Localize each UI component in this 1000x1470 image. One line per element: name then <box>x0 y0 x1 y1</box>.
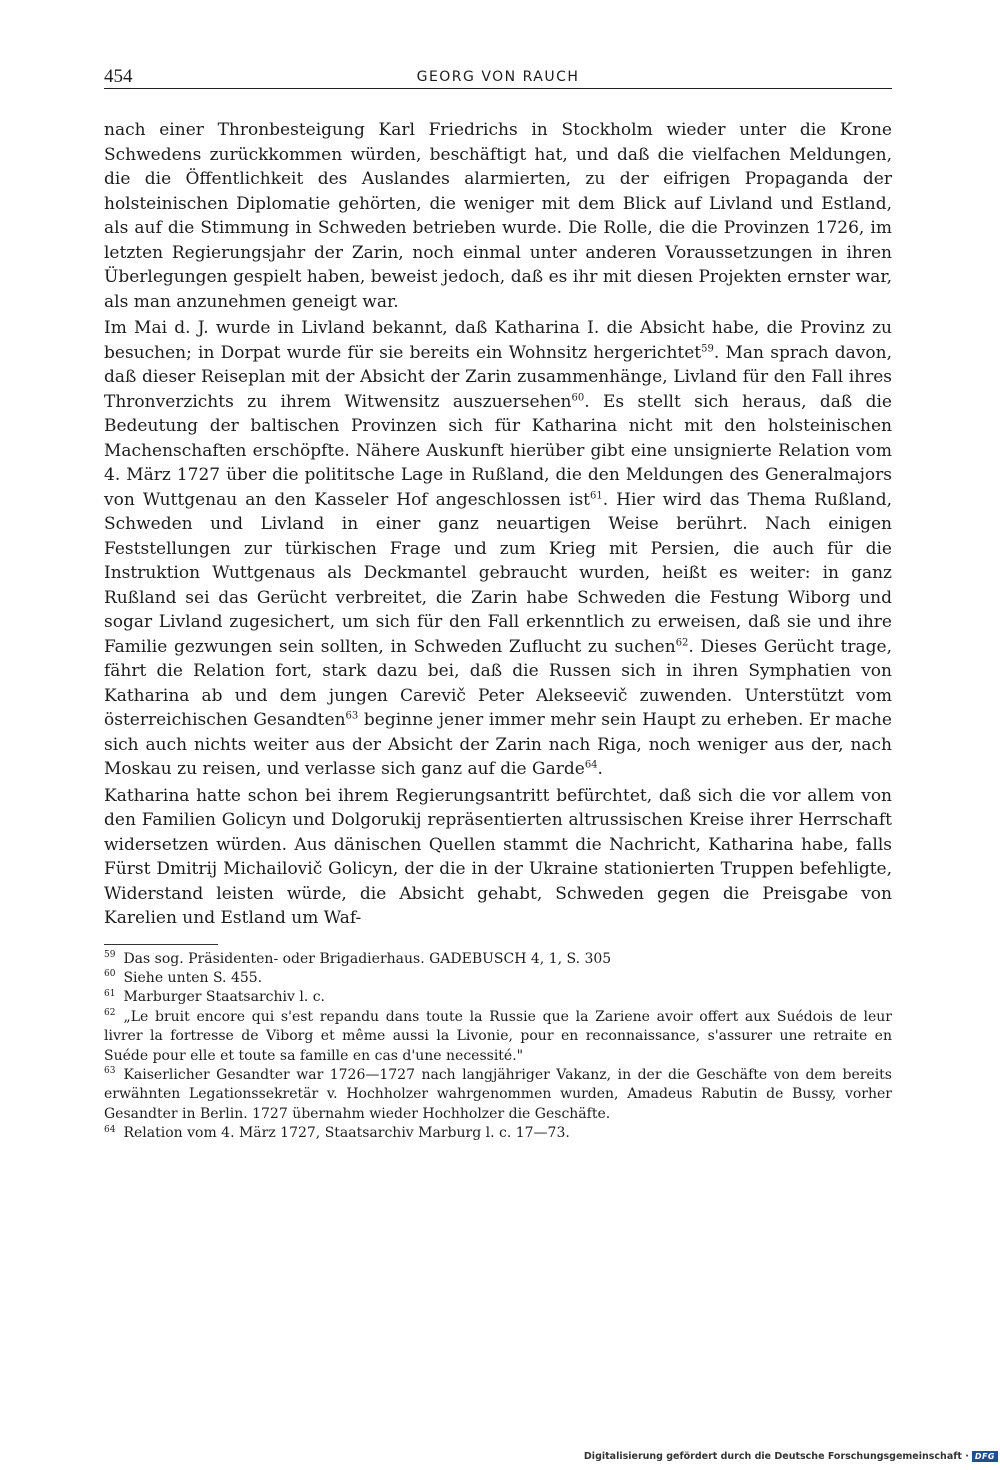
footnote-divider <box>104 944 218 945</box>
footnote-text: Relation vom 4. März 1727, Staatsarchiv Marburg l. c. 17—73. <box>123 1125 570 1142</box>
footnote-text: Kaiserlicher Gesandter war 1726—1727 nach langjähriger Vakanz, in der die Geschäfte von dem bereits erwähnten Legationssekretär v. Hochholzer wahrgenommen wurden, Amadeus Rabutin de Bussy, vorher Gesandter in Berlin. 1727 übernahm wieder Hochholzer die Geschäfte. <box>104 1066 892 1122</box>
footnote-number: 61 <box>104 988 116 999</box>
footnote <box>104 1008 892 1066</box>
page-number: 454 <box>104 66 133 87</box>
document-page <box>104 66 892 1144</box>
footnote-number: 59 <box>104 949 116 960</box>
text-segment: Im Mai d. J. wurde in Livland bekannt, daß Katharina I. die Absicht habe, die Provinz zu besuchen; in Dorpat wurde für sie bereits ein Wohnsitz hergerichtet <box>104 318 892 363</box>
text-segment: . Dieses Gerücht trage, fährt die Relation fort, stark dazu bei, daß die Russen sich in ihren Symphatien von Katharina ab und dem jungen Carevič Peter Alekseevič zuwenden. Unterstützt vom österreichischen Gesandten <box>104 636 892 730</box>
footnote-reference: 64 <box>584 759 598 771</box>
footnotes <box>104 950 892 1144</box>
text-segment: . Hier wird das Thema Rußland, Schweden und Livland in einer ganz neuartigen Weise berührt. Nach einigen Feststellungen zur türkischen Frage und zum Krieg mit Persien, die auch für die Instruktion Wuttgenaus als Deckmantel gebraucht wurden, heißt es weiter: in ganz Rußland sei das Gerücht verbreitet, die Zarin habe Schweden die Festung Wiborg und sogar Livland zugesichert, um sich für den Fall erkenntlich zu erweisen, daß sie und ihre Familie gezwungen sein sollten, in Schweden Zuflucht zu suchen <box>104 489 892 657</box>
footnote-reference: 59 <box>701 342 714 354</box>
footnote-reference: 62 <box>675 636 689 648</box>
footnote <box>104 1124 892 1143</box>
text-segment: . Es stellt sich heraus, daß die Bedeutung der baltischen Provinzen sich für Katharina nicht mit den holsteinischen Machenschaften erschöpfte. Nähere Auskunft hierüber gibt eine unsignierte Relation vom 4. März 1727 über die polititsche Lage in Rußland, die den Meldungen des Generalmajors von Wuttgenau an den Kasseler Hof angeschlossen ist <box>104 391 892 510</box>
footnote-reference: 63 <box>345 710 359 722</box>
paragraph <box>104 118 892 314</box>
text-segment: nach einer Thronbesteigung Karl Friedrichs in Stockholm wieder unter die Krone Schwedens zurückkommen würden, beschäftigt hat, und daß die vielfachen Meldungen, die die Öffentlichkeit des Auslandes alarmierten, zu der eifrigen Propaganda der holsteinischen Diplomatie gehörten, die weniger mit dem Blick auf Livland und Estland, als auf die Stimmung in Schweden betrieben wurde. Die Rolle, die die Provinzen 1726, im letzten Regierungsjahr der Zarin, noch einmal unter anderen Voraussetzungen in ihren Überlegungen gespielt haben, beweist jedoch, daß es ihr mit diesen Projekten ernster war, als man anzunehmen geneigt war. <box>104 120 892 312</box>
footnote <box>104 1066 892 1124</box>
footnote-number: 64 <box>104 1124 116 1135</box>
footnote-number: 63 <box>104 1066 116 1077</box>
footnote-text: „Le bruit encore qui s'est repandu dans toute la Russie que la Zariene avoir offert aux Suédois de leur livrer la fortresse de Viborg et même aussi la Livonie, pour en reconnaissance, s'assurer une retraite en Suéde pour elle et toute sa famille en cas d'une necessité." <box>104 1008 892 1064</box>
footnote-reference: 61 <box>590 489 603 501</box>
footnote <box>104 988 892 1007</box>
footnote <box>104 969 892 988</box>
text-segment: Katharina hatte schon bei ihrem Regierungsantritt befürchtet, daß sich die vor allem von den Familien Golicyn und Dolgorukij repräsentierten altrussischen Kreise ihrer Herrschaft widersetzen würden. Aus dänischen Quellen stammt die Nachricht, Katharina habe, falls Fürst Dmitrij Michailovič Golicyn, der die in der Ukraine stationierten Truppen befehligte, Widerstand leisten würde, die Absicht gehabt, Schweden gegen die Preisgabe von Karelien und Estland um Waf- <box>104 785 892 928</box>
paragraph <box>104 784 892 931</box>
text-segment: . Man sprach davon, daß dieser Reiseplan mit der Absicht der Zarin zusammenhänge, Livland für den Fall ihres Thronverzichts zu ihrem Witwensitz auszuersehen <box>104 342 893 412</box>
digitization-credit <box>584 1451 998 1462</box>
footnote-text: Marburger Staatsarchiv l. c. <box>123 989 326 1006</box>
footnote-number: 62 <box>104 1008 116 1019</box>
footnote-text: Das sog. Präsidenten- oder Brigadierhaus. GADEBUSCH 4, 1, S. 305 <box>123 950 612 967</box>
text-segment: beginne jener immer mehr sein Haupt zu erheben. Er mache sich auch nichts weiter aus der Absicht der Zarin nach Riga, noch weniger aus der, nach Moskau zu reisen, und verlasse sich ganz auf die Garde <box>104 710 892 779</box>
footnote <box>104 950 892 969</box>
footnote-number: 60 <box>104 969 116 980</box>
footnote-reference: 60 <box>571 391 585 403</box>
page-header <box>104 66 892 89</box>
credit-text: Digitalisierung gefördert durch die Deutsche Forschungsgemeinschaft · <box>583 1451 969 1462</box>
dfg-logo: DFG <box>972 1451 998 1462</box>
body-text <box>104 118 892 931</box>
text-segment: . <box>597 759 603 779</box>
running-title: GEORG VON RAUCH <box>416 69 580 85</box>
footnote-text: Siehe unten S. 455. <box>123 969 263 986</box>
paragraph <box>104 316 892 782</box>
